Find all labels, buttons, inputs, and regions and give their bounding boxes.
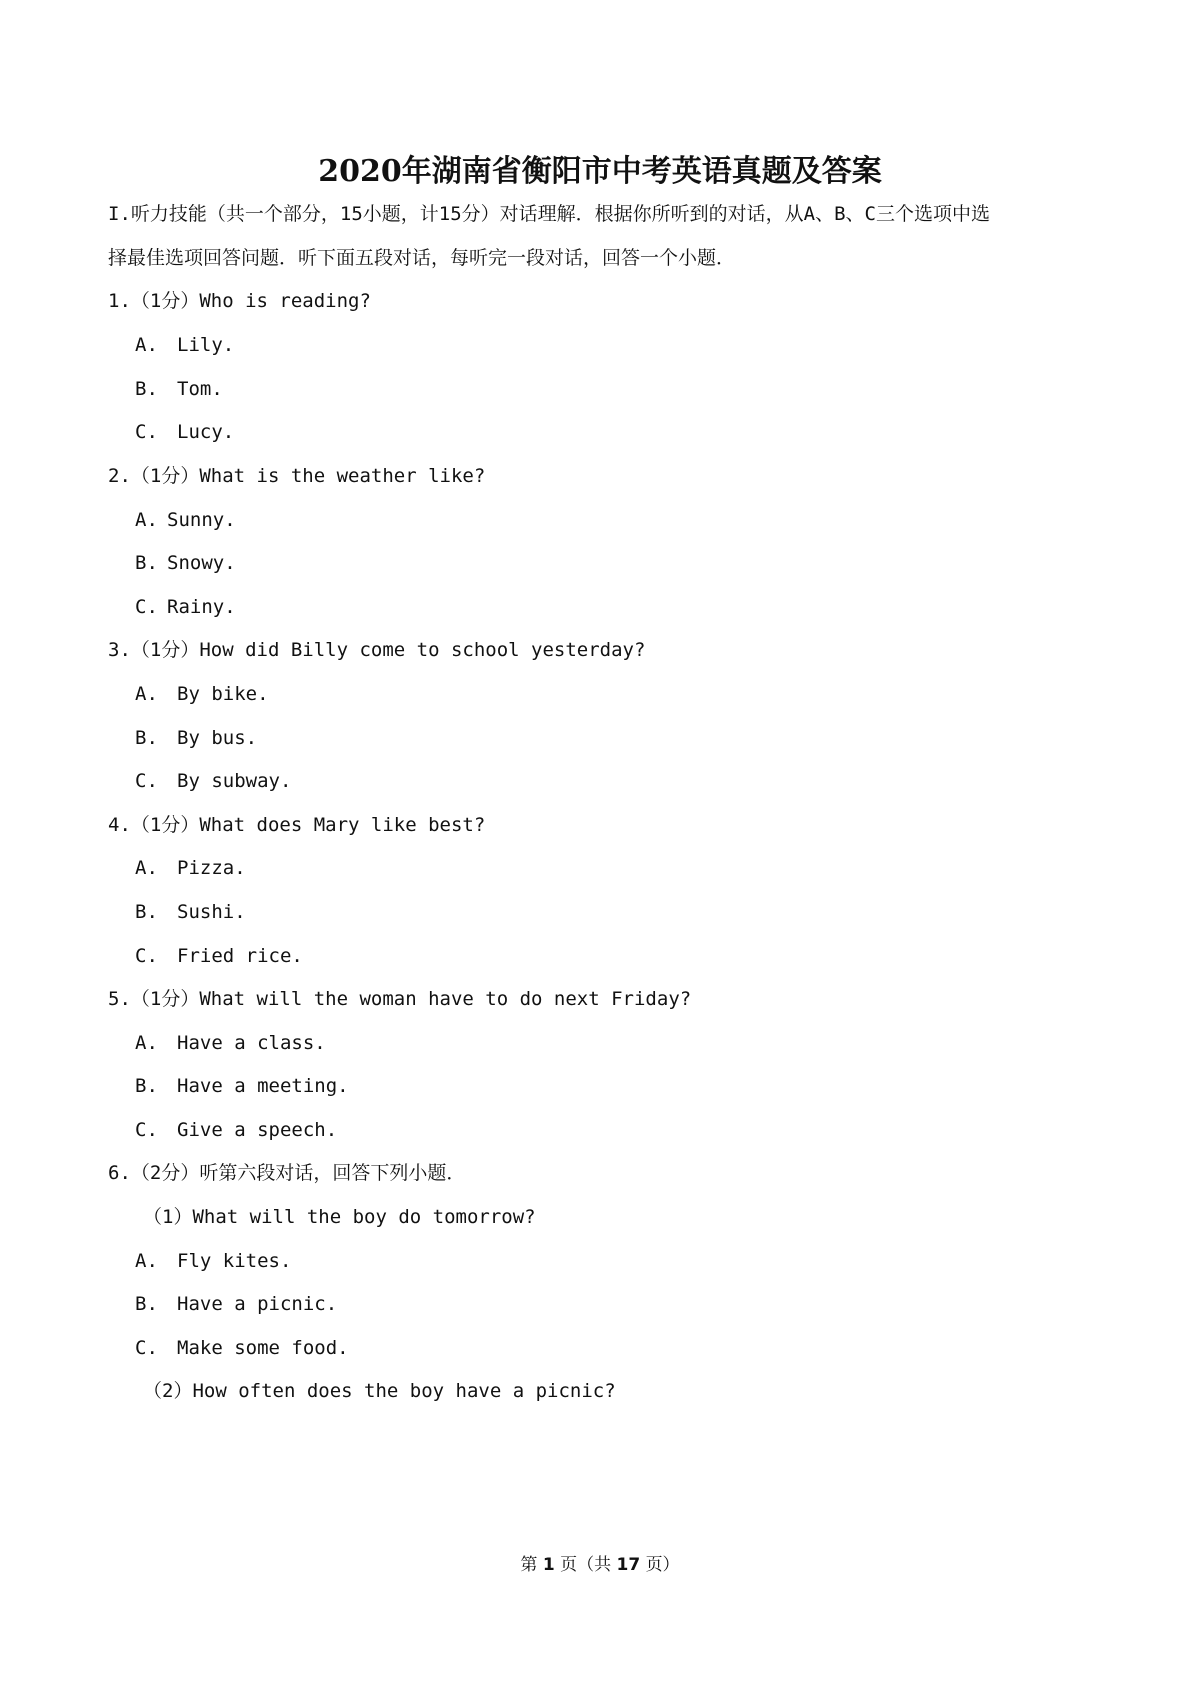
question-5-option-a [135, 1030, 326, 1056]
option-letter: B. [135, 901, 158, 923]
option-text: Sunny. [167, 509, 236, 531]
option-text: Fly kites. [177, 1250, 292, 1272]
question-6-sub-1-option-b [135, 1291, 337, 1317]
question-5-option-b [135, 1073, 349, 1099]
question-3-option-a [135, 681, 269, 707]
question-6-sub-1-option-a [135, 1248, 291, 1274]
option-letter: A. [135, 509, 158, 531]
option-text: By bus. [177, 727, 258, 749]
option-letter: B. [135, 727, 158, 749]
option-text: Have a class. [177, 1032, 326, 1054]
question-6: 6.（2分）听第六段对话，回答下列小题． [108, 1162, 466, 1184]
option-letter: C. [135, 1337, 158, 1359]
option-letter: A. [135, 857, 158, 879]
section-intro-line-2: 择最佳选项回答问题．听下面五段对话，每听完一段对话，回答一个小题． [108, 247, 736, 269]
option-letter: A. [135, 1032, 158, 1054]
option-text: Lucy. [177, 421, 235, 443]
option-text: Snowy. [167, 552, 236, 574]
option-letter: C. [135, 770, 158, 792]
question-4: 4.（1分）What does Mary like best? [108, 814, 486, 836]
question-6-sub-1: （1）What will the boy do tomorrow? [143, 1206, 536, 1228]
option-text: Sushi. [177, 901, 246, 923]
question-1-option-b [135, 376, 223, 402]
question-1: 1.（1分）Who is reading? [108, 290, 371, 312]
option-text: Have a meeting. [177, 1075, 349, 1097]
section-intro-line-1: I.听力技能（共一个部分，15小题，计15分）对话理解．根据你所听到的对话，从A、B、C三个选项中选 [108, 203, 990, 225]
option-letter: A. [135, 334, 158, 356]
question-2-option-a [135, 507, 236, 533]
footer-suffix: 页） [645, 1555, 680, 1575]
option-text: By bike. [177, 683, 269, 705]
option-letter: C. [135, 1119, 158, 1141]
option-text: Give a speech. [177, 1119, 338, 1141]
option-text: Tom. [177, 378, 223, 400]
question-2-option-b [135, 550, 236, 576]
option-text: Make some food. [177, 1337, 349, 1359]
option-text: By subway. [177, 770, 292, 792]
footer-page-number: 1 [542, 1555, 555, 1575]
option-letter: C. [135, 945, 158, 967]
option-text: Rainy. [167, 596, 236, 618]
question-1-option-c [135, 419, 234, 445]
document-title: 2020年湖南省衡阳市中考英语真题及答案 [318, 154, 882, 189]
question-5: 5.（1分）What will the woman have to do next Friday? [108, 988, 692, 1010]
question-6-sub-2: （2）How often does the boy have a picnic? [143, 1380, 616, 1402]
question-3-option-b [135, 725, 257, 751]
option-text: Fried rice. [177, 945, 303, 967]
question-1-option-a [135, 332, 234, 358]
option-letter: B. [135, 552, 158, 574]
option-letter: B. [135, 1293, 158, 1315]
option-letter: B. [135, 1075, 158, 1097]
question-5-option-c [135, 1117, 337, 1143]
footer-total-pages: 17 [616, 1555, 641, 1575]
question-6-sub-1-option-c [135, 1335, 349, 1361]
question-4-option-a [135, 855, 246, 881]
option-text: Lily. [177, 334, 235, 356]
page-footer [0, 1553, 1200, 1577]
question-4-option-c [135, 943, 303, 969]
option-text: Pizza. [177, 857, 246, 879]
question-2-option-c [135, 594, 236, 620]
question-2: 2.（1分）What is the weather like? [108, 465, 486, 487]
question-3: 3.（1分）How did Billy come to school yesterday? [108, 639, 646, 661]
option-letter: C. [135, 421, 158, 443]
option-letter: B. [135, 378, 158, 400]
footer-prefix: 第 [520, 1555, 538, 1575]
option-letter: C. [135, 596, 158, 618]
question-3-option-c [135, 768, 291, 794]
option-text: Have a picnic. [177, 1293, 338, 1315]
option-letter: A. [135, 683, 158, 705]
question-4-option-b [135, 899, 246, 925]
footer-middle: 页（共 [560, 1555, 612, 1575]
option-letter: A. [135, 1250, 158, 1272]
